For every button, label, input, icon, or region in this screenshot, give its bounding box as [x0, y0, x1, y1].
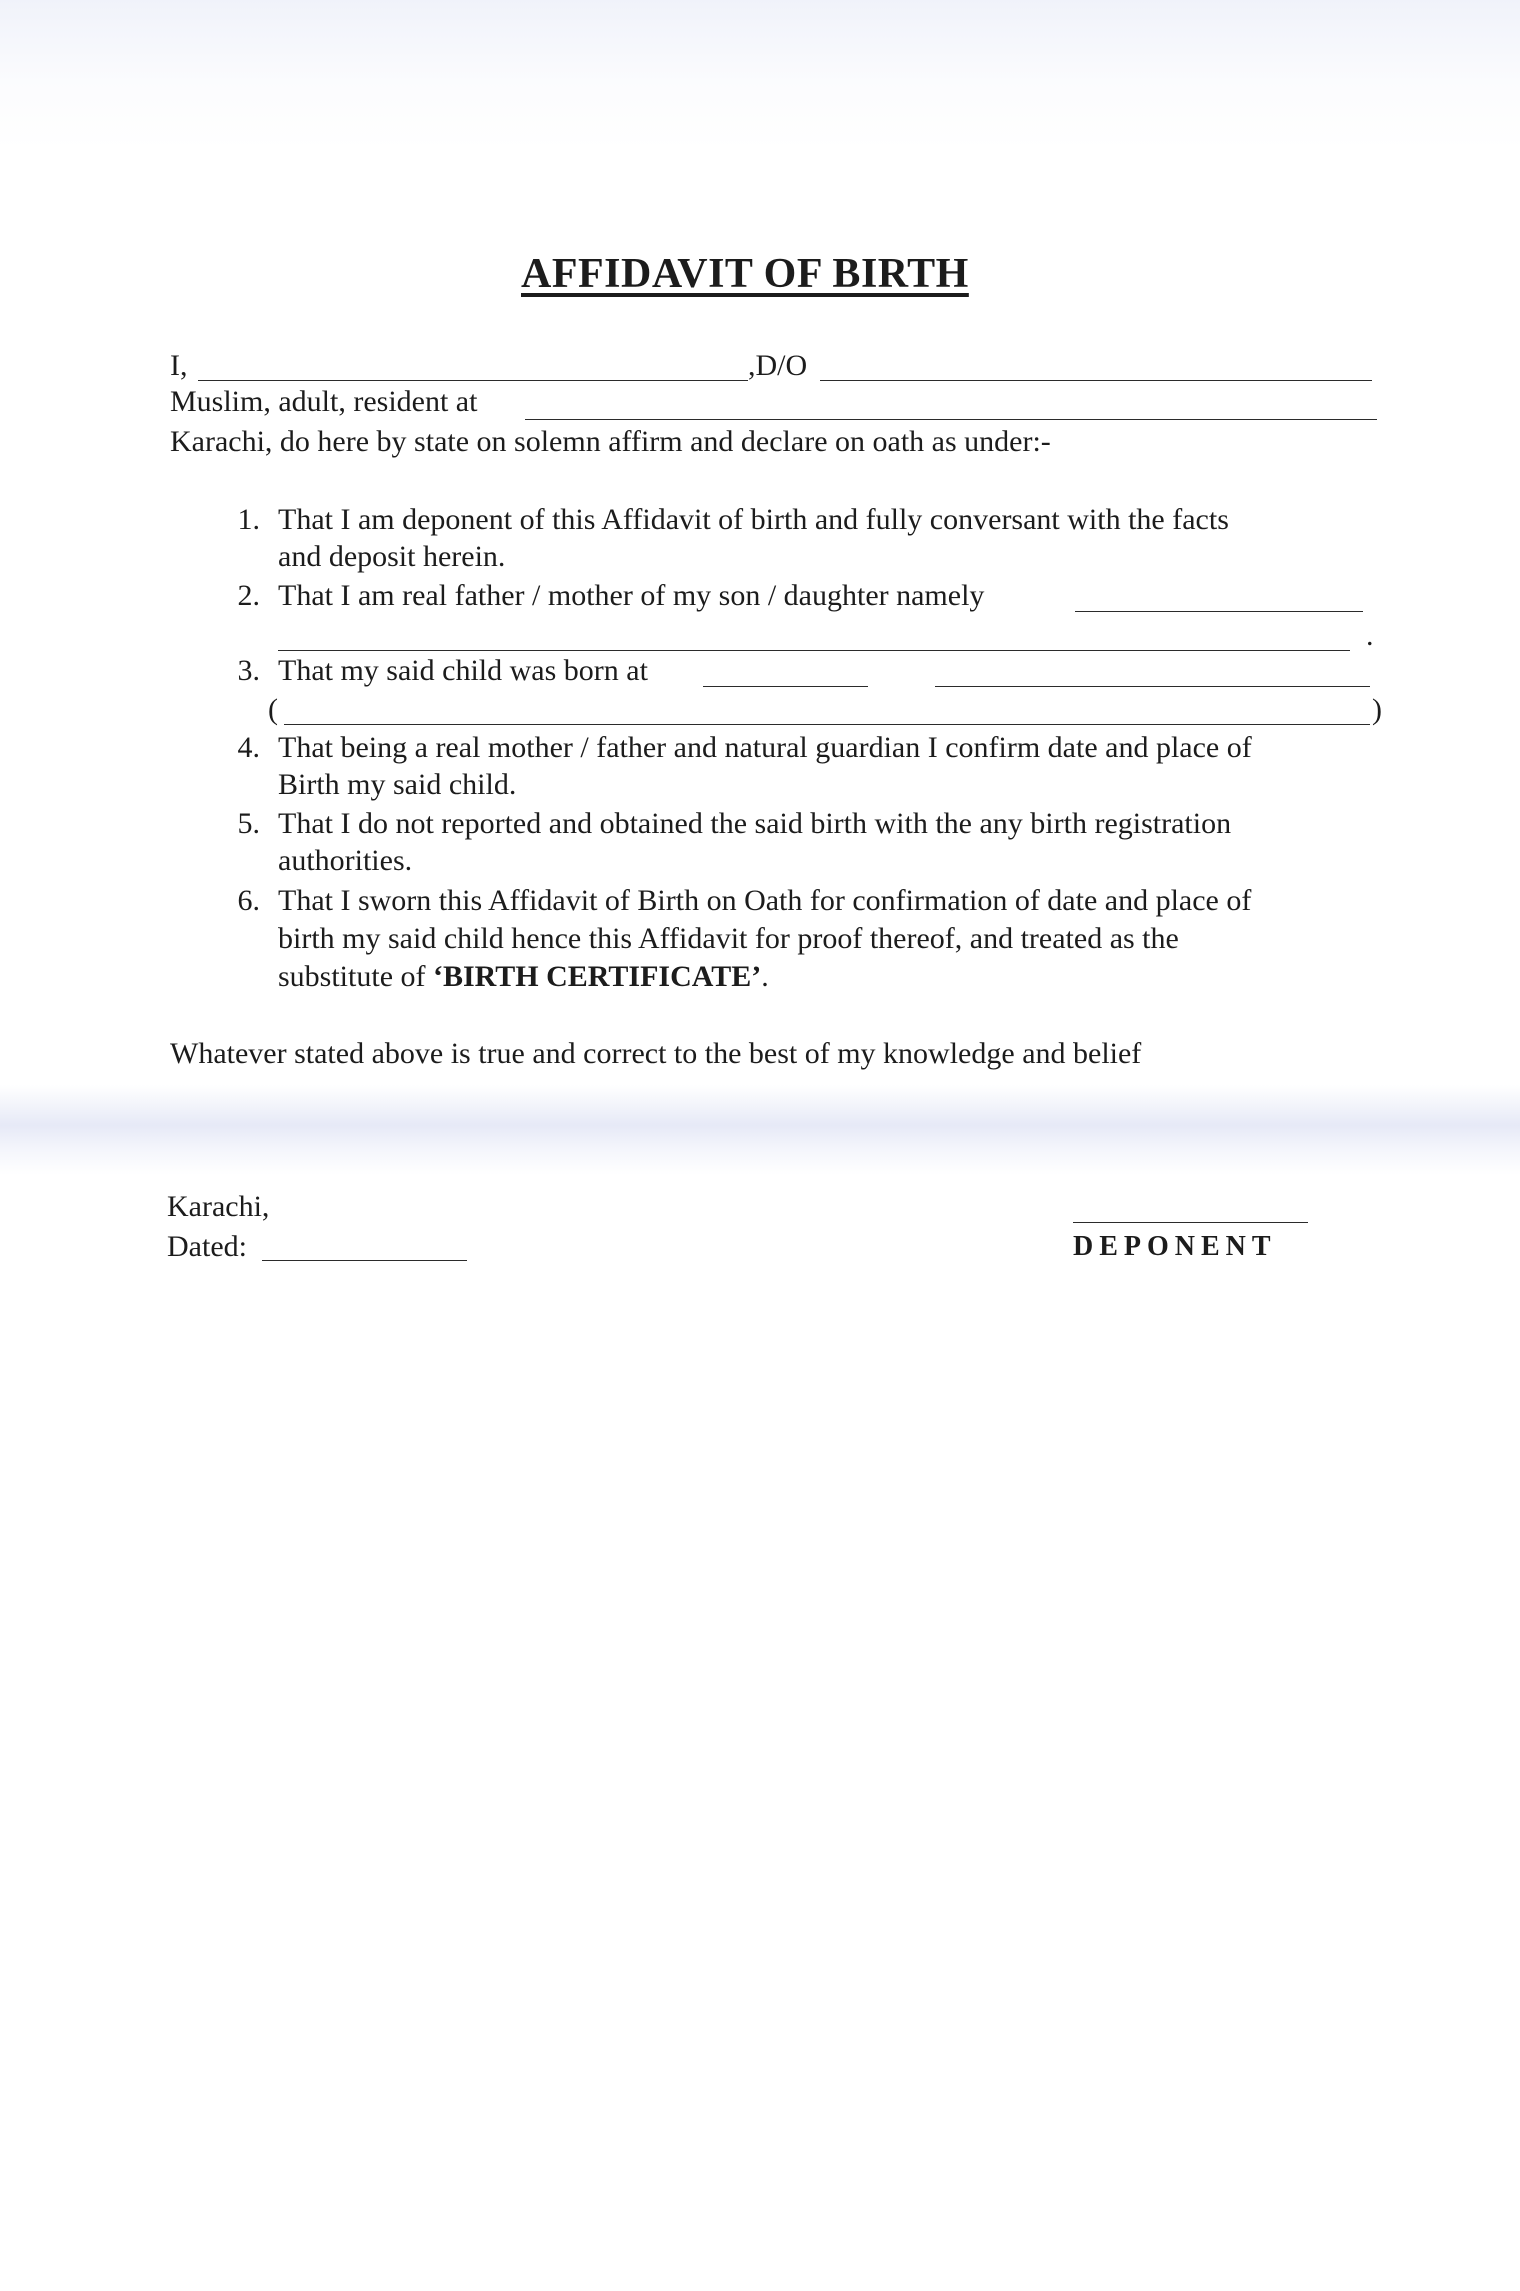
item-text-with-emphasis: [278, 959, 769, 995]
signature-line[interactable]: [1073, 1222, 1308, 1223]
item-text: and deposit herein.: [278, 540, 506, 573]
birth-place-blank[interactable]: [703, 686, 868, 687]
item-text: That I am deponent of this Affidavit of birth and fully conversant with the facts: [278, 503, 1229, 536]
dated-label: Dated:: [167, 1230, 247, 1263]
intro-i-label: I,: [170, 349, 188, 382]
item-end-mark: .: [1366, 619, 1374, 652]
child-name-blank[interactable]: [1075, 611, 1363, 612]
intro-declaration-text: Karachi, do here by state on solemn affirm and declare on oath as under:-: [170, 425, 1051, 458]
item-end-mark: .: [761, 960, 769, 993]
document-title: AFFIDAVIT OF BIRTH: [521, 251, 969, 297]
open-paren: (: [268, 693, 278, 726]
scan-shadow-top: [0, 0, 1520, 150]
item-number: 2.: [237, 579, 260, 612]
name-blank[interactable]: [198, 380, 748, 381]
intro-resident-text: Muslim, adult, resident at: [170, 385, 478, 418]
item-number: 4.: [237, 731, 260, 764]
item-text: That I do not reported and obtained the said birth with the any birth registration: [278, 807, 1232, 840]
father-name-blank[interactable]: [820, 380, 1372, 381]
do-label: ,D/O: [748, 349, 808, 382]
item-text: substitute of: [278, 960, 433, 993]
item-text: authorities.: [278, 844, 413, 877]
item-number: 1.: [237, 503, 260, 536]
item-number: 6.: [237, 884, 260, 917]
date-blank[interactable]: [262, 1260, 467, 1261]
item-number: 5.: [237, 807, 260, 840]
birth-certificate-emphasis: ‘BIRTH CERTIFICATE’: [433, 960, 762, 993]
place-label: Karachi,: [167, 1190, 270, 1223]
item-text: birth my said child hence this Affidavit for proof thereof, and treated as the: [278, 922, 1179, 955]
deponent-label: DEPONENT: [1073, 1231, 1277, 1262]
scan-shadow-band: [0, 1085, 1520, 1175]
birth-details-blank[interactable]: [284, 724, 1370, 725]
birth-date-blank[interactable]: [935, 686, 1370, 687]
closing-statement: Whatever stated above is true and correct to the best of my knowledge and belief: [170, 1037, 1142, 1070]
child-name-blank-continued[interactable]: [278, 650, 1350, 651]
item-number: 3.: [237, 654, 260, 687]
item-text: That being a real mother / father and natural guardian I confirm date and place of: [278, 731, 1252, 764]
item-text: That I sworn this Affidavit of Birth on Oath for confirmation of date and place of: [278, 884, 1252, 917]
item-text: Birth my said child.: [278, 768, 517, 801]
item-text: That my said child was born at: [278, 654, 648, 687]
address-blank[interactable]: [525, 419, 1377, 420]
close-paren: ): [1372, 693, 1382, 726]
item-text: That I am real father / mother of my son / daughter namely: [278, 579, 985, 612]
